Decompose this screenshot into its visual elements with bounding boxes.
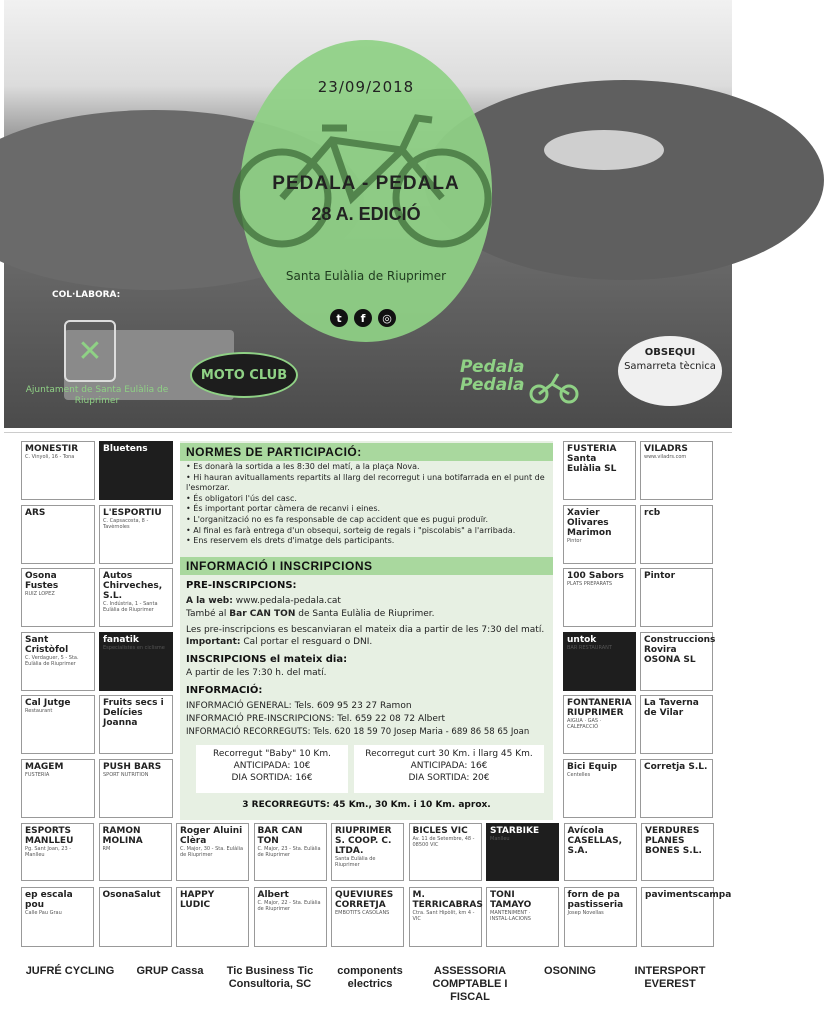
bottom-sponsor-logo: components electrics (337, 965, 403, 990)
sponsor-name: Corretja S.L. (644, 761, 708, 772)
sponsor-note: C. Major, 23 - Sta. Eulàlia de Riuprimer (257, 846, 321, 858)
collaborates-label: COL·LABORA: (52, 290, 121, 300)
bottom-sponsor-logo: ASSESSORIA COMPTABLE I FISCAL (432, 965, 508, 1003)
sponsor-name: MAGEM (25, 761, 64, 772)
pedala-logo-line2: Pedala (460, 375, 525, 395)
sponsor-box (99, 505, 173, 564)
sponsor-box (563, 505, 636, 564)
sponsor-name: 100 Sabors (567, 571, 624, 581)
sponsor-box (640, 568, 713, 627)
gift-badge (618, 336, 722, 406)
sponsor-box (640, 505, 713, 564)
bar-line (186, 609, 551, 620)
sponsor-box (254, 823, 327, 881)
sponsor-name: PUSH BARS (103, 761, 162, 772)
town-hall-name: Ajuntament de Santa Eulàlia de Riuprimer (25, 385, 169, 406)
sponsor-box (99, 823, 172, 881)
sponsor-box (99, 441, 173, 500)
sponsor-box (21, 441, 95, 500)
sponsor-name: Roger Aluini Clèra (180, 826, 243, 846)
price-advance: ANTICIPADA: 10€ (233, 761, 311, 771)
town-shield-icon: ✕ (64, 320, 116, 382)
rule-item: • Es donarà la sortida a les 8:30 del matí, a la plaça Nova. (186, 462, 551, 473)
web-link[interactable]: www.pedala-pedala.cat (235, 596, 341, 606)
price-title: Recorregut "Baby" 10 Km. (213, 749, 331, 759)
sponsor-note: Centelles (567, 771, 591, 778)
rule-item: • És obligatori l'ús del casc. (186, 494, 551, 505)
sponsor-name: ep escala pou (25, 890, 73, 910)
sponsor-box (331, 823, 404, 881)
sponsor-name: STARBIKE (490, 826, 540, 836)
sponsor-box (563, 695, 636, 754)
sponsor-box (176, 887, 249, 947)
web-line (186, 596, 551, 607)
sponsor-name: Cal Jutge (25, 698, 71, 708)
sponsor-note: EMBOTITS CASOLANS (335, 910, 390, 916)
sponsor-note: Calle Pau Grau (25, 910, 62, 916)
sponsor-box (409, 887, 482, 947)
sponsor-note: FUSTERIA (25, 771, 50, 778)
sponsor-name: ESPORTS MANLLEU (25, 826, 74, 846)
bar-name: Bar CAN TON (229, 609, 296, 619)
sponsor-note: C. Vinyoli, 16 - Tona (25, 454, 75, 460)
exchange-note: Les pre-inscripcions es bescanviaran el mateix dia a partir de les 7:30 del matí. (186, 625, 545, 635)
sponsor-box (21, 568, 95, 627)
sponsor-box (21, 823, 94, 881)
rule-item: • Hi hauran avituallaments repartits al llarg del recorregut i una botifarrada en el punt de l'esmorzar. (186, 473, 551, 494)
sponsor-box (641, 887, 732, 947)
sponsor-name: pavimentscampa (645, 890, 732, 900)
important-line (186, 637, 551, 648)
sponsor-box (21, 632, 95, 691)
price-title: Recorregut curt 30 Km. i llarg 45 Km. (365, 749, 533, 759)
same-day-text: A partir de les 7:30 h. del matí. (186, 668, 327, 678)
routes-summary: 3 RECORREGUTS: 45 Km., 30 Km. i 10 Km. aprox. (242, 800, 491, 810)
sponsor-name: Construccions Rovira OSONA SL (644, 634, 716, 665)
sponsor-box (486, 887, 559, 947)
sponsor-box (21, 505, 95, 564)
bottom-sponsor-logo: INTERSPORT EVEREST (634, 965, 706, 990)
sponsor-box (21, 887, 94, 947)
rule-item: • Al final es farà entrega d'un obsequi, sorteig de regals i "piscolabis" a l'arribada. (186, 526, 551, 537)
instagram-icon[interactable]: ◎ (378, 309, 396, 327)
sponsor-box (176, 823, 249, 881)
sponsor-name: BAR CAN TON (257, 826, 303, 846)
sponsor-box (486, 823, 559, 881)
bar-prefix: També al (186, 609, 227, 619)
sponsor-note: RUIZ LOPEZ (25, 591, 55, 597)
info-routes: INFORMACIÓ RECORREGUTS: Tels. 620 18 59 70 Josep Maria - 689 86 58 65 Joan (186, 727, 530, 737)
sponsor-note: BAR RESTAURANT (567, 644, 612, 651)
moto-club-logo: MOTO CLUB (190, 352, 298, 398)
rule-item: • És important portar càmera de recanvi i eines. (186, 504, 551, 515)
sponsor-note: Restaurant (25, 708, 53, 714)
event-edition: 28 A. EDICIÓ (311, 204, 421, 224)
sponsor-name: Osona Fustes (25, 571, 59, 591)
sponsor-note: Especialistes en ciclisme (103, 644, 165, 651)
rule-item: • L'organització no es fa responsable de cap accident que es pugui produïr. (186, 515, 551, 526)
sponsor-box (563, 632, 636, 691)
rule-item: • Ens reservem els drets d'imatge dels participants. (186, 536, 551, 547)
info-preregistration: INFORMACIÓ PRE-INSCRIPCIONS: Tel. 659 22 08 72 Albert (186, 714, 446, 724)
sponsor-note: C. Major, 30 - Sta. Eulàlia de Riuprimer (180, 846, 244, 858)
sponsor-name: QUEVIURES CORRETJA (335, 890, 394, 910)
sponsor-box (564, 887, 637, 947)
sponsor-name: Albert (257, 890, 289, 900)
sponsor-note: MANTENIMENT · INSTAL·LACIONS (490, 910, 531, 922)
event-title: PEDALA - PEDALA (272, 173, 460, 194)
sponsor-box (640, 441, 713, 500)
twitter-icon[interactable]: t (330, 309, 348, 327)
sponsor-box (254, 887, 327, 947)
bottom-sponsor-logo: GRUP Cassa (136, 965, 204, 977)
price-box-baby (196, 745, 348, 793)
same-day-title: INSCRIPCIONS el mateix dia: (186, 654, 348, 665)
sponsor-name: BICLES VIC (412, 826, 468, 836)
registration-header: INFORMACIÓ I INSCRIPCIONS (180, 557, 553, 575)
bottom-sponsor-logo: OSONING (544, 965, 596, 977)
sponsor-note: Josep Novellas (567, 910, 604, 916)
sponsor-note: www.viladrs.com (644, 454, 687, 460)
sponsor-name: forn de pa pastisseria (567, 890, 624, 910)
sponsor-name: ARS (25, 507, 46, 518)
sponsor-name: fanatik (103, 634, 139, 645)
sponsor-note: C. Indústria, 1 - Santa Eulàlia de Riuprimer (103, 601, 158, 613)
gift-title: OBSEQUI (644, 347, 696, 358)
sponsor-box (21, 759, 95, 818)
sponsor-note: Pg. Sant Joan, 23 - Manlleu (25, 846, 72, 858)
pedala-logo (460, 358, 524, 394)
sponsor-note: AIGUA · GAS · CALEFACCIÓ (567, 718, 602, 730)
sponsor-name: L'ESPORTIU (103, 507, 162, 518)
sponsor-name: M. TERRICABRAS (412, 890, 483, 910)
sponsor-name: FUSTERIA Santa Eulàlia SL (567, 444, 617, 474)
sponsor-name: VILADRS (644, 444, 688, 454)
sponsor-name: Sant Cristòfol (25, 634, 69, 655)
sponsor-note: Manlleu (490, 836, 510, 842)
web-label: A la web: (186, 596, 233, 606)
bottom-sponsor-logo: JUFRÉ CYCLING (25, 965, 115, 977)
divider (4, 432, 732, 433)
rules-list (186, 462, 551, 547)
information-title: INFORMACIÓ: (186, 685, 263, 696)
sponsor-note: PLATS PREPARATS (567, 581, 613, 587)
sponsor-name: TONI TAMAYO (490, 890, 532, 910)
bar-suffix: de Santa Eulàlia de Riuprimer. (298, 609, 435, 619)
sponsor-name: OsonaSalut (102, 890, 161, 900)
sponsor-name: VERDURES PLANES BONES S.L. (645, 826, 702, 856)
cyclist-icon (528, 370, 580, 404)
sponsor-box (99, 568, 173, 627)
preregistration-title: PRE-INSCRIPCIONS: (186, 580, 297, 591)
sponsor-box (640, 695, 713, 754)
sponsor-box (99, 632, 173, 691)
sponsor-box (563, 568, 636, 627)
sponsor-note: C. Major, 22 - Sta. Eulàlia de Riuprimer (257, 900, 321, 912)
sponsor-box (640, 632, 716, 691)
event-date: 23/09/2018 (317, 78, 415, 96)
sponsor-note: C. Capsacosta, 8 - Tavèrnoles (103, 517, 149, 530)
sponsor-note: SPORT NUTRITION (103, 771, 149, 778)
price-day: DIA SORTIDA: 16€ (231, 773, 313, 783)
sponsor-name: Bici Equip (567, 761, 618, 772)
sponsor-name: MONESTIR (25, 444, 79, 454)
sponsor-box (99, 887, 172, 947)
sponsor-note: RM (102, 846, 111, 852)
price-advance: ANTICIPADA: 16€ (410, 761, 488, 771)
sponsor-name: RAMON MOLINA (102, 826, 143, 846)
info-general: INFORMACIÓ GENERAL: Tels. 609 95 23 27 Ramon (186, 701, 412, 711)
sponsor-note: Av. 11 de Setembre, 48 - 08500 VIC (412, 836, 475, 848)
sponsor-name: Autos Chirveches, S.L. (103, 571, 163, 601)
sponsor-box (409, 823, 482, 881)
sponsor-name: Bluetens (103, 444, 148, 454)
sponsor-box (563, 441, 636, 500)
sponsor-note: C. Verdaguer, 5 - Sta. Eulàlia de Riuprimer (25, 654, 79, 667)
cliff-shape (544, 130, 664, 170)
sponsor-name: untok (567, 634, 597, 645)
sponsor-name: Xavier Olivares Marimon (567, 507, 612, 538)
sponsor-box (99, 759, 173, 818)
sponsor-box (21, 695, 95, 754)
bottom-sponsor-logo: Tic Business Tic Consultoria, SC (226, 965, 314, 990)
important-label: Important: (186, 637, 241, 647)
sponsor-box (99, 695, 173, 754)
sponsor-box (563, 759, 636, 818)
important-text: Cal portar el resguard o DNI. (243, 637, 373, 647)
sponsor-note: Pintor (567, 537, 582, 544)
sponsor-note: Ctra. Sant Hipòlit, km 4 - VIC (412, 910, 475, 922)
price-day: DIA SORTIDA: 20€ (408, 773, 490, 783)
sponsor-box (564, 823, 637, 881)
price-box-long (354, 745, 544, 793)
sponsor-name: Avícola CASELLAS, S.A. (567, 826, 623, 856)
sponsor-note: Santa Eulàlia de Riuprimer (335, 856, 376, 868)
sponsor-box (640, 759, 713, 818)
pedala-logo-line1: Pedala (460, 357, 525, 377)
sponsor-name: RIUPRIMER S. COOP. C. LTDA. (335, 826, 392, 856)
facebook-icon[interactable]: f (354, 309, 372, 327)
event-place: Santa Eulàlia de Riuprimer (285, 269, 447, 283)
sponsor-name: FONTANERIA RIUPRIMER (567, 698, 632, 718)
sponsor-box (641, 823, 714, 881)
sponsor-box (331, 887, 404, 947)
rules-header: NORMES DE PARTICIPACIÓ: (180, 443, 553, 461)
sponsor-name: Fruits secs i Delícies Joanna (103, 698, 164, 728)
gift-item: Samarreta tècnica (624, 361, 716, 372)
sponsor-name: rcb (644, 507, 661, 518)
social-links (330, 309, 396, 327)
sponsor-name: HAPPY LUDIC (180, 890, 215, 910)
sponsor-name: La Taverna de Vilar (644, 698, 699, 718)
sponsor-name: Pintor (644, 571, 676, 581)
